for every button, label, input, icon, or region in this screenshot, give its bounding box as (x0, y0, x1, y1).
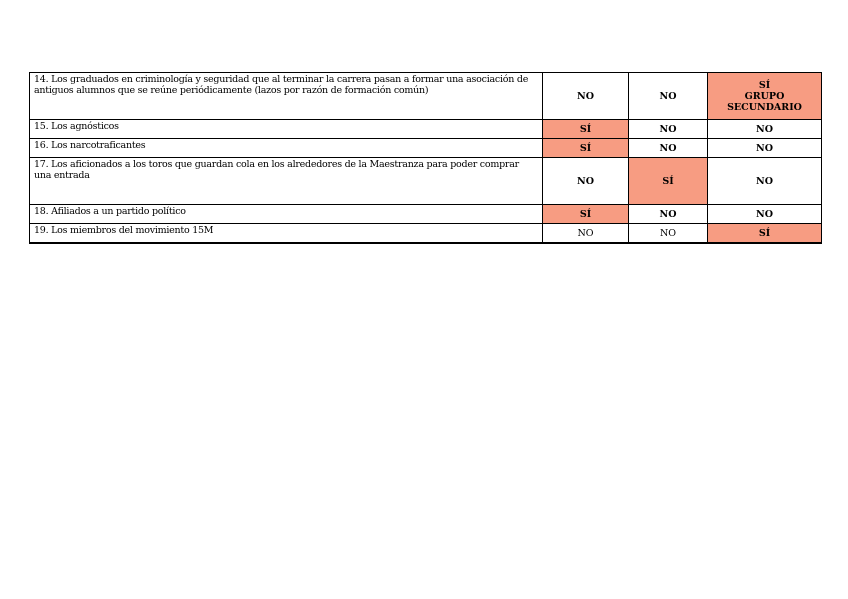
answer-line: SECUNDARIO (727, 101, 802, 113)
answer-cell: SÍ (629, 158, 708, 205)
answer-cell: NO (543, 158, 629, 205)
classification-table (29, 72, 822, 244)
table-row (30, 224, 822, 244)
table-row (30, 205, 822, 224)
answer-cell (708, 73, 822, 120)
question-cell: 16. Los narcotraficantes (30, 139, 543, 158)
answer-cell: NO (629, 120, 708, 139)
answer-cell: NO (543, 73, 629, 120)
answer-cell: SÍ (543, 120, 629, 139)
question-cell: 18. Afiliados a un partido político (30, 205, 543, 224)
answer-cell: NO (629, 224, 708, 244)
answer-cell: NO (708, 158, 822, 205)
answer-cell: NO (543, 224, 629, 244)
answer-line: SÍ (758, 79, 771, 91)
answer-cell: NO (629, 73, 708, 120)
table-row (30, 73, 822, 120)
question-cell: 17. Los aficionados a los toros que guardan cola en los alrededores de la Maestranza para poder comprar una entrada (30, 158, 543, 205)
table-row (30, 120, 822, 139)
answer-cell: SÍ (543, 139, 629, 158)
answer-cell: NO (708, 139, 822, 158)
answer-cell: SÍ (708, 224, 822, 244)
answer-cell: NO (708, 120, 822, 139)
question-cell: 15. Los agnósticos (30, 120, 543, 139)
question-cell: 14. Los graduados en criminología y seguridad que al terminar la carrera pasan a formar una asociación de antiguos alumnos que se reúne periódicamente (lazos por razón de formación común) (30, 73, 543, 120)
table-row (30, 139, 822, 158)
answer-line: GRUPO (744, 90, 785, 102)
answer-cell: NO (708, 205, 822, 224)
answer-cell: SÍ (543, 205, 629, 224)
question-cell: 19. Los miembros del movimiento 15M (30, 224, 543, 244)
answer-cell: NO (629, 139, 708, 158)
table-row (30, 158, 822, 205)
answer-cell: NO (629, 205, 708, 224)
